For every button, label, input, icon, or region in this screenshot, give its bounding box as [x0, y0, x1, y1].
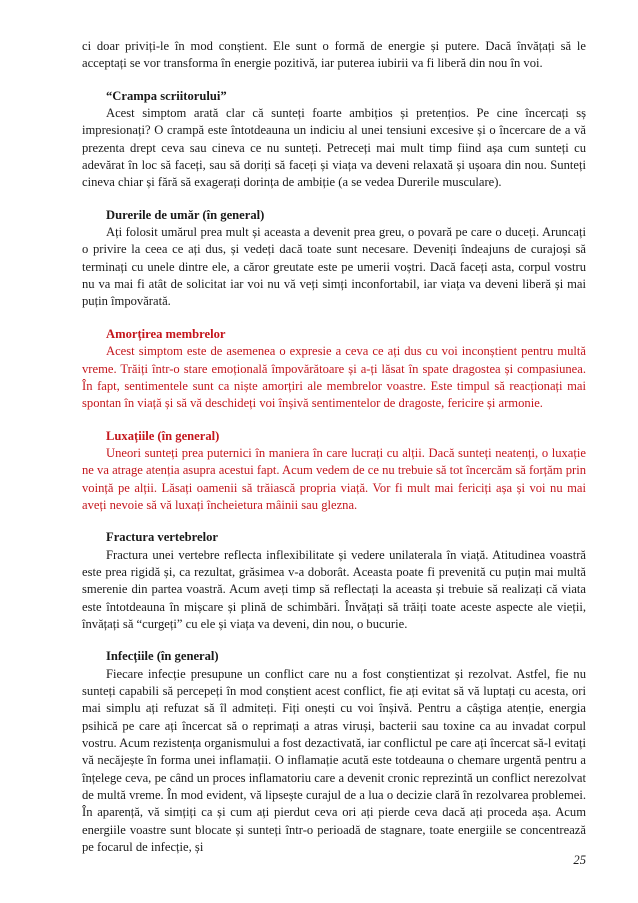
page-number: 25 — [573, 853, 586, 867]
body-fractura-vertebrelor: Fractura unei vertebre reflecta inflexibilitate și vedere unilaterala în viață. Atitudinea voastră este prea rigidă și, ca rezultat, grăsimea v-a doborât. Aceasta poate fi prevenită cu puțin mai multă smerenie din partea voastră. Acum aveți timp să reflectați la aceasta și trebuie să realizați că viata este întotdeauna în mișcare și plină de schimbări. Învățați să trăiți toate aceste aspecte ale vieții, învățați să “curgeți” cu ele și viața va deveni, din nou, o bucurie. — [82, 547, 586, 631]
heading-durerile-de-umar: Durerile de umăr (în general) — [106, 207, 265, 222]
heading-luxatiile: Luxațiile (în general) — [106, 428, 220, 443]
body-crampa-scriitorului: Acest simptom arată clar că sunteți foarte ambițios și pretențios. Pe cine încercați sș impresionați? O crampă este întotdeauna un indiciu al unei tensiuni excesive și o încercare de a vă prezenta drept ceva sau cineva ce nu sunteți. Petreceți mai mult timp fiind așa cum sunteți cu adevărat în loc să faceți, sau să doriți să faceți și viața va deveni relaxată și ușoara din nou. Sunteți cineva chiar și fără să exagerați dorința de ambiție (a se vedea Durerile musculare). — [82, 106, 586, 190]
heading-fractura-vertebrelor: Fractura vertebrelor — [106, 530, 219, 545]
body-luxatiile: Uneori sunteți prea puternici în maniera în care lucrați cu alții. Dacă sunteți neatenți, o luxație ne va atrage atenția asupra acestui fapt. Acum vedem de ce nu trebuie să tot încercăm să forțăm prin voință pe alții. Lăsați oamenii să trăiască propria viață. Vor fi mult mai fericiți așa și voi nu mai aveți nevoie să vă luxați încheietura mâinii sau glezna. — [82, 445, 586, 512]
heading-infectiile: Infecțiile (în general) — [106, 649, 219, 664]
body-durerile-de-umar: Ați folosit umărul prea mult și aceasta a devenit prea greu, o povară pe care o duceți. Aruncați o privire la ceea ce ați dus, și vedeți dacă toate sunt necesare. Deveniți îndeajuns de curajoși să terminați cu unele dintre ele, a căror greutate este pe umerii voștri. Dacă faceți asta, corpul vostru nu va mai fi atât de solicitat iar voi nu vă veți simți inconfortabil, iar viața va deveni liberă și mai puțin împovărată. — [82, 225, 586, 309]
body-amortirea-membrelor: Acest simptom este de asemenea o expresie a ceva ce ați dus cu voi inconștient pentru multă vreme. Trăiți într-o stare emoțională împovărătoare și a-ți lăsat în spate dragostea și compasiunea. În fapt, sentimentele sunt ca niște amorțiri ale membrelor voastre. Este timpul să reacționați mai spontan în viață și să vă deschideți voi înșivă sentimentelor de dragoste, fericire și armonie. — [82, 344, 586, 411]
body-infectiile: Fiecare infecție presupune un conflict care nu a fost conștientizat și rezolvat. Astfel, fie nu sunteți capabili să percepeți în mod conștient acest conflict, fie ați evitat să vă luptați cu acesta, ori mai simplu ați refuzat să îl admiteți. Fiți onești cu voi înșivă. Pentru a câștiga atenție, energia psihică pe care ați încercat să o reprimați a atras viruși, bacterii sau toxine ca au invadat corpul vostru. Acum rezistența organismului a fost dezactivată, iar conflictul pe care ați încercat să-l evitați vă necăjește în forma unei inflamații. O inflamație acută este totdeauna o chemare urgentă pentru a înțelege ceva, pe când un proces inflamatoriu care a devenit cronic reprezintă un conflict nerezolvat de multă vreme. În mod evident, vă lipsește curajul de a lua o decizie clară în rezolvarea problemei. În aparență, vă simțiți ca și cum ați pierdut ceva ori ați pierde ceva dacă ați proceda așa. Acum energiile voastre sunt blocate și sunteți într-o perioadă de stagnare, toate energiile se concentrează pe focarul de infecție, și — [82, 666, 587, 855]
intro-paragraph: ci doar priviți-le în mod conștient. Ele sunt o formă de energie și putere. Dacă învățați să le acceptați se vor transforma în energie pozitivă, iar puterea iubirii va fi liberă din nou în voi. — [82, 39, 586, 71]
heading-amortirea-membrelor: Amorțirea membrelor — [106, 326, 226, 341]
heading-crampa-scriitorului: “Crampa scriitorului” — [106, 88, 227, 103]
